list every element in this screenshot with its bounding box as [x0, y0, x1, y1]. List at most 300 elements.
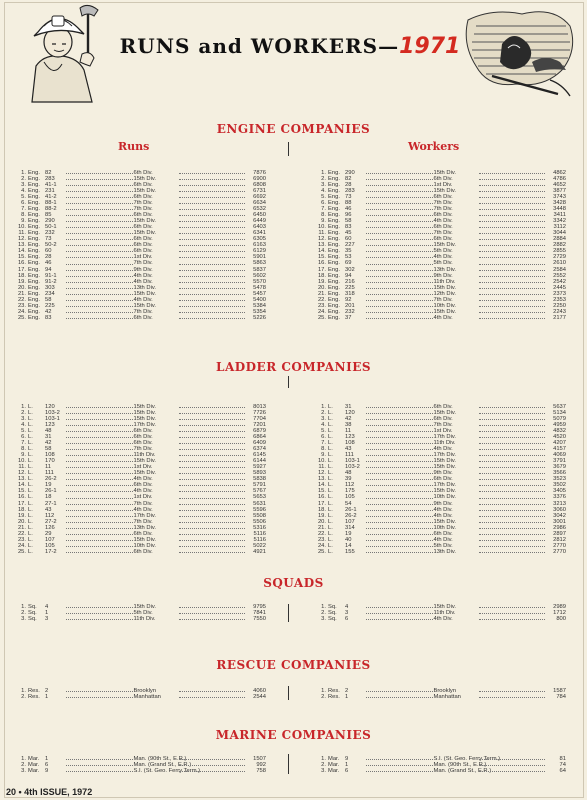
division-cell: 4th Div.: [433, 254, 453, 261]
value-cell: 5893: [253, 470, 266, 477]
division-cell: Manhattan: [433, 694, 461, 701]
dot-leader: [179, 309, 246, 313]
dot-leader: [366, 464, 433, 468]
rank-cell: 15.: [317, 488, 326, 495]
dot-leader: [179, 452, 246, 456]
unit-cell: 1: [345, 762, 349, 769]
division-cell: 4th Div.: [433, 506, 453, 513]
dot-leader: [479, 176, 546, 180]
value-cell: 2584: [553, 266, 566, 273]
value-cell: 5134: [553, 410, 566, 417]
dot-leader: [179, 537, 246, 541]
dot-leader: [179, 176, 246, 180]
value-cell: 6634: [253, 200, 266, 207]
unit-cell: 303: [45, 284, 55, 291]
type-cell: L.: [328, 512, 333, 519]
division-cell: 7th Div.: [133, 308, 153, 315]
unit-cell: 290: [345, 170, 355, 176]
ranking-row: [14, 694, 266, 700]
division-cell: 7th Div.: [133, 446, 153, 453]
dot-leader: [479, 218, 546, 222]
division-cell: 15th Div.: [433, 458, 456, 465]
dot-leader: [66, 410, 133, 414]
unit-cell: 43: [45, 506, 52, 513]
unit-cell: 26-2: [345, 512, 357, 519]
dot-leader: [366, 206, 433, 210]
rank-cell: 16.: [317, 260, 326, 267]
division-cell: 10th Div.: [133, 542, 156, 549]
value-cell: 2989: [553, 604, 566, 610]
type-cell: Res.: [28, 688, 40, 694]
unit-cell: 48: [345, 470, 352, 477]
value-cell: 6692: [253, 194, 266, 201]
type-cell: Eng.: [28, 194, 40, 201]
value-cell: 6900: [253, 176, 266, 183]
dot-leader: [479, 507, 546, 511]
ladder-companies-heading: LADDER COMPANIES: [216, 360, 371, 374]
dot-leader: [66, 476, 133, 480]
value-cell: 5653: [253, 494, 266, 501]
type-cell: Eng.: [328, 308, 340, 315]
unit-cell: 58: [45, 446, 52, 453]
rank-cell: 5.: [321, 194, 326, 201]
division-cell: 4th Div.: [433, 512, 453, 519]
division-cell: 15th Div.: [133, 230, 156, 237]
value-cell: 4157: [553, 446, 566, 453]
rank-cell: 11.: [318, 230, 326, 237]
dot-leader: [66, 446, 133, 450]
value-cell: 2243: [553, 308, 566, 315]
dot-leader: [366, 604, 433, 608]
unit-cell: 14: [345, 542, 352, 549]
rank-cell: 6.: [21, 200, 26, 207]
division-cell: 6th Div.: [433, 404, 453, 410]
dot-leader: [179, 303, 246, 307]
dot-leader: [179, 194, 246, 198]
value-cell: 7726: [253, 410, 266, 417]
rank-cell: 2.: [21, 762, 26, 769]
division-cell: 4th Div.: [433, 446, 453, 453]
type-cell: L.: [328, 494, 333, 501]
type-cell: Eng.: [28, 218, 40, 225]
dot-leader: [366, 188, 433, 192]
value-cell: 3044: [553, 230, 566, 237]
dot-leader: [179, 543, 246, 547]
dot-leader: [479, 248, 546, 252]
division-cell: 6th Div.: [433, 212, 453, 219]
dot-leader: [179, 248, 246, 252]
value-cell: 5400: [253, 296, 266, 303]
dot-leader: [66, 762, 133, 766]
value-cell: 3376: [553, 494, 566, 501]
type-cell: Mar.: [328, 768, 340, 775]
type-cell: Mar.: [328, 756, 340, 762]
type-cell: Eng.: [28, 260, 40, 267]
rank-cell: 12.: [317, 236, 326, 243]
unit-cell: 85: [45, 212, 52, 219]
dot-leader: [479, 422, 546, 426]
rank-cell: 7.: [321, 206, 326, 213]
value-cell: 3411: [553, 212, 566, 219]
dot-leader: [66, 254, 133, 258]
dot-leader: [479, 303, 546, 307]
type-cell: Eng.: [28, 182, 40, 189]
dot-leader: [366, 768, 433, 772]
value-cell: 7841: [253, 610, 266, 617]
dot-leader: [479, 434, 546, 438]
type-cell: Eng.: [28, 266, 40, 273]
dot-leader: [479, 224, 546, 228]
dot-leader: [366, 428, 433, 432]
value-cell: 7876: [253, 170, 266, 176]
division-cell: 6th Div.: [433, 194, 453, 201]
value-cell: 2770: [553, 548, 566, 555]
unit-cell: 111: [345, 452, 354, 459]
rank-cell: 12.: [317, 470, 326, 477]
dot-leader: [66, 248, 133, 252]
dot-leader: [66, 537, 133, 541]
type-cell: Eng.: [328, 194, 340, 201]
division-cell: S.I. (St. Geo. Ferry Term.): [133, 768, 201, 775]
value-cell: 74: [559, 762, 566, 769]
division-cell: 9th Div.: [433, 500, 453, 507]
division-cell: 10th Div.: [433, 524, 456, 531]
value-cell: 3679: [553, 464, 566, 471]
division-cell: 6th Div.: [433, 530, 453, 537]
dot-leader: [479, 501, 546, 505]
division-cell: 9th Div.: [433, 470, 453, 477]
value-cell: 6129: [253, 248, 266, 255]
rank-cell: 10.: [317, 458, 326, 465]
value-cell: 5116: [253, 536, 266, 543]
division-cell: 1st Div.: [433, 182, 453, 189]
unit-cell: 302: [345, 266, 355, 273]
division-cell: 15th Div.: [433, 170, 456, 176]
dot-leader: [366, 242, 433, 246]
rescue-companies-heading: RESCUE COMPANIES: [216, 658, 371, 672]
rank-cell: 19.: [17, 278, 26, 285]
type-cell: L.: [28, 440, 33, 447]
dot-leader: [366, 182, 433, 186]
dot-leader: [66, 267, 133, 271]
value-cell: 6808: [253, 182, 266, 189]
ranking-row: [314, 694, 566, 700]
division-cell: 7th Div.: [433, 422, 453, 429]
dot-leader: [479, 309, 546, 313]
dot-leader: [479, 182, 546, 186]
dot-leader: [179, 273, 246, 277]
unit-cell: 17-2: [45, 548, 57, 555]
dot-leader: [179, 434, 246, 438]
rank-cell: 3.: [21, 182, 26, 189]
rank-cell: 3.: [321, 416, 326, 423]
dot-leader: [66, 297, 133, 301]
dot-leader: [66, 291, 133, 295]
dot-leader: [366, 267, 433, 271]
division-cell: 15th Div.: [433, 518, 456, 525]
unit-cell: 3: [45, 616, 49, 623]
runs-column-heading: Runs: [118, 140, 150, 153]
type-cell: L.: [28, 470, 33, 477]
division-cell: 4th Div.: [133, 488, 153, 495]
value-cell: 6341: [253, 230, 266, 237]
rank-cell: 12.: [17, 236, 26, 243]
dot-leader: [479, 200, 546, 204]
dot-leader: [66, 488, 133, 492]
dot-leader: [66, 434, 133, 438]
unit-cell: 88-1: [45, 200, 57, 207]
value-cell: 5022: [253, 542, 266, 549]
dot-leader: [366, 279, 433, 283]
dot-leader: [66, 303, 133, 307]
dot-leader: [366, 410, 433, 414]
dot-leader: [179, 476, 246, 480]
dot-leader: [66, 273, 133, 277]
unit-cell: 88: [345, 200, 352, 207]
rank-cell: 4.: [21, 188, 26, 195]
unit-cell: 103-1: [45, 416, 60, 423]
division-cell: 15th Div.: [433, 284, 456, 291]
unit-cell: 46: [345, 206, 352, 213]
value-cell: 3448: [553, 206, 566, 213]
dot-leader: [66, 230, 133, 234]
division-cell: 6th Div.: [133, 440, 153, 447]
value-cell: 2884: [553, 236, 566, 243]
unit-cell: 46: [45, 260, 52, 267]
type-cell: L.: [28, 542, 33, 549]
ranking-row: [314, 315, 566, 321]
rank-cell: 25.: [317, 548, 326, 555]
rank-cell: 11.: [18, 230, 26, 237]
value-cell: 8013: [253, 404, 266, 410]
value-cell: 9795: [253, 604, 266, 610]
division-cell: 4th Div.: [133, 272, 153, 279]
value-cell: 6731: [253, 188, 266, 195]
unit-cell: 19: [45, 482, 52, 489]
dot-leader: [479, 762, 546, 766]
type-cell: Res.: [328, 688, 340, 694]
type-cell: L.: [328, 542, 333, 549]
unit-cell: 231: [45, 188, 55, 195]
unit-cell: 31: [45, 434, 52, 441]
type-cell: L.: [28, 512, 33, 519]
rank-cell: 15.: [17, 488, 26, 495]
rank-cell: 23.: [17, 302, 26, 309]
unit-cell: 18: [45, 494, 52, 501]
type-cell: Eng.: [328, 278, 340, 285]
dot-leader: [179, 200, 246, 204]
division-cell: 10th Div.: [433, 302, 456, 309]
dot-leader: [366, 756, 433, 760]
dot-leader: [179, 254, 246, 258]
division-cell: 17th Div.: [133, 422, 156, 429]
value-cell: 3112: [553, 224, 566, 231]
rank-cell: 4.: [321, 188, 326, 195]
value-cell: 6403: [253, 224, 266, 231]
division-cell: 4th Div.: [433, 314, 453, 321]
unit-cell: 120: [45, 404, 55, 410]
dot-leader: [479, 242, 546, 246]
division-cell: 7th Div.: [433, 200, 453, 207]
rank-cell: 1.: [21, 170, 26, 176]
title-year: 1971: [399, 34, 461, 59]
unit-cell: 11: [45, 464, 52, 471]
unit-cell: 96: [345, 212, 352, 219]
value-cell: 6374: [253, 446, 266, 453]
dot-leader: [179, 494, 246, 498]
rank-cell: 20.: [17, 518, 26, 525]
rank-cell: 17.: [317, 266, 326, 273]
rank-cell: 14.: [17, 482, 26, 489]
unit-cell: 9: [45, 768, 49, 775]
rank-cell: 16.: [317, 494, 326, 501]
division-cell: 9th Div.: [133, 266, 153, 273]
dot-leader: [366, 200, 433, 204]
page-footer: 20 • 4th ISSUE, 1972: [6, 787, 93, 797]
value-cell: 4520: [553, 434, 566, 441]
type-cell: L.: [28, 500, 33, 507]
unit-cell: 227: [345, 242, 355, 249]
division-cell: 13th Div.: [433, 548, 456, 555]
division-cell: 11th Div.: [433, 610, 456, 617]
dot-leader: [479, 188, 546, 192]
rank-cell: 9.: [21, 218, 26, 225]
dot-leader: [179, 501, 246, 505]
type-cell: Eng.: [328, 314, 340, 321]
dot-leader: [179, 297, 246, 301]
rank-cell: 16.: [17, 260, 26, 267]
unit-cell: 26-2: [45, 476, 57, 483]
unit-cell: 83: [45, 314, 52, 321]
type-cell: Mar.: [28, 768, 40, 775]
unit-cell: 318: [345, 290, 355, 297]
dot-leader: [66, 543, 133, 547]
dot-leader: [366, 488, 433, 492]
value-cell: 5478: [253, 284, 266, 291]
dot-leader: [179, 446, 246, 450]
dot-leader: [179, 688, 246, 692]
value-cell: 5384: [253, 302, 266, 309]
dot-leader: [366, 543, 433, 547]
type-cell: Eng.: [28, 176, 40, 183]
rank-cell: 20.: [17, 284, 26, 291]
fire-smoke-illustration: [462, 4, 576, 104]
value-cell: 2855: [553, 248, 566, 255]
division-cell: 6th Div.: [433, 236, 453, 243]
rank-cell: 9.: [321, 452, 326, 459]
type-cell: Eng.: [328, 254, 340, 261]
value-cell: 5506: [253, 518, 266, 525]
unit-cell: 155: [345, 548, 355, 555]
value-cell: 6864: [253, 434, 266, 441]
dot-leader: [366, 236, 433, 240]
type-cell: Eng.: [328, 224, 340, 231]
dot-leader: [66, 494, 133, 498]
division-cell: 6th Div.: [133, 212, 153, 219]
unit-cell: 314: [345, 524, 355, 531]
dot-leader: [479, 531, 546, 535]
dot-leader: [479, 756, 546, 760]
division-cell: 9th Div.: [433, 272, 453, 279]
dot-leader: [479, 254, 546, 258]
division-cell: 15th Div.: [133, 416, 156, 423]
rank-cell: 19.: [317, 278, 326, 285]
dot-leader: [66, 616, 133, 620]
dot-leader: [366, 507, 433, 511]
division-cell: 15th Div.: [133, 470, 156, 477]
dot-leader: [479, 440, 546, 444]
unit-cell: 105: [345, 494, 355, 501]
ranking-row: [314, 616, 566, 622]
dot-leader: [179, 440, 246, 444]
division-cell: 15th Div.: [133, 458, 156, 465]
rank-cell: 17.: [317, 500, 326, 507]
unit-cell: 58: [345, 218, 352, 225]
rank-cell: 17.: [17, 500, 26, 507]
unit-cell: 1: [345, 694, 349, 701]
value-cell: 3060: [553, 506, 566, 513]
division-cell: 4th Div.: [433, 218, 453, 225]
dot-leader: [179, 488, 246, 492]
unit-cell: 290: [45, 218, 55, 225]
dot-leader: [179, 428, 246, 432]
rank-cell: 2.: [21, 410, 26, 417]
type-cell: L.: [28, 482, 33, 489]
value-cell: 4652: [553, 182, 566, 189]
unit-cell: 45: [345, 230, 352, 237]
division-cell: 6th Div.: [133, 170, 153, 176]
type-cell: Eng.: [328, 236, 340, 243]
page-title: [110, 34, 470, 59]
rank-cell: 24.: [317, 308, 326, 315]
type-cell: Sq.: [328, 610, 337, 617]
unit-cell: 19: [345, 530, 352, 537]
dot-leader: [66, 440, 133, 444]
unit-cell: 43: [345, 446, 352, 453]
type-cell: L.: [28, 452, 33, 459]
dot-leader: [479, 428, 546, 432]
dot-leader: [479, 416, 546, 420]
unit-cell: 42: [45, 308, 52, 315]
rank-cell: 5.: [321, 428, 326, 435]
division-cell: 4th Div.: [133, 506, 153, 513]
value-cell: 4921: [253, 548, 266, 555]
dot-leader: [66, 236, 133, 240]
unit-cell: 41-1: [45, 182, 57, 189]
unit-cell: 88-2: [45, 206, 57, 213]
dot-leader: [479, 267, 546, 271]
type-cell: Eng.: [28, 206, 40, 213]
squads-heading: SQUADS: [263, 576, 324, 590]
dot-leader: [479, 543, 546, 547]
value-cell: 800: [556, 616, 566, 623]
division-cell: 11th Div.: [133, 452, 156, 459]
rank-cell: 21.: [317, 524, 326, 531]
dot-leader: [366, 694, 433, 698]
dot-leader: [66, 519, 133, 523]
dot-leader: [66, 458, 133, 462]
dot-leader: [179, 267, 246, 271]
column-divider: [288, 376, 289, 388]
dot-leader: [479, 273, 546, 277]
division-cell: 17th Div.: [133, 512, 156, 519]
unit-cell: 112: [45, 512, 55, 519]
dot-leader: [366, 537, 433, 541]
type-cell: Eng.: [328, 188, 340, 195]
marine-workers-table: [314, 756, 566, 774]
value-cell: 4832: [553, 428, 566, 435]
unit-cell: 120: [345, 410, 355, 417]
